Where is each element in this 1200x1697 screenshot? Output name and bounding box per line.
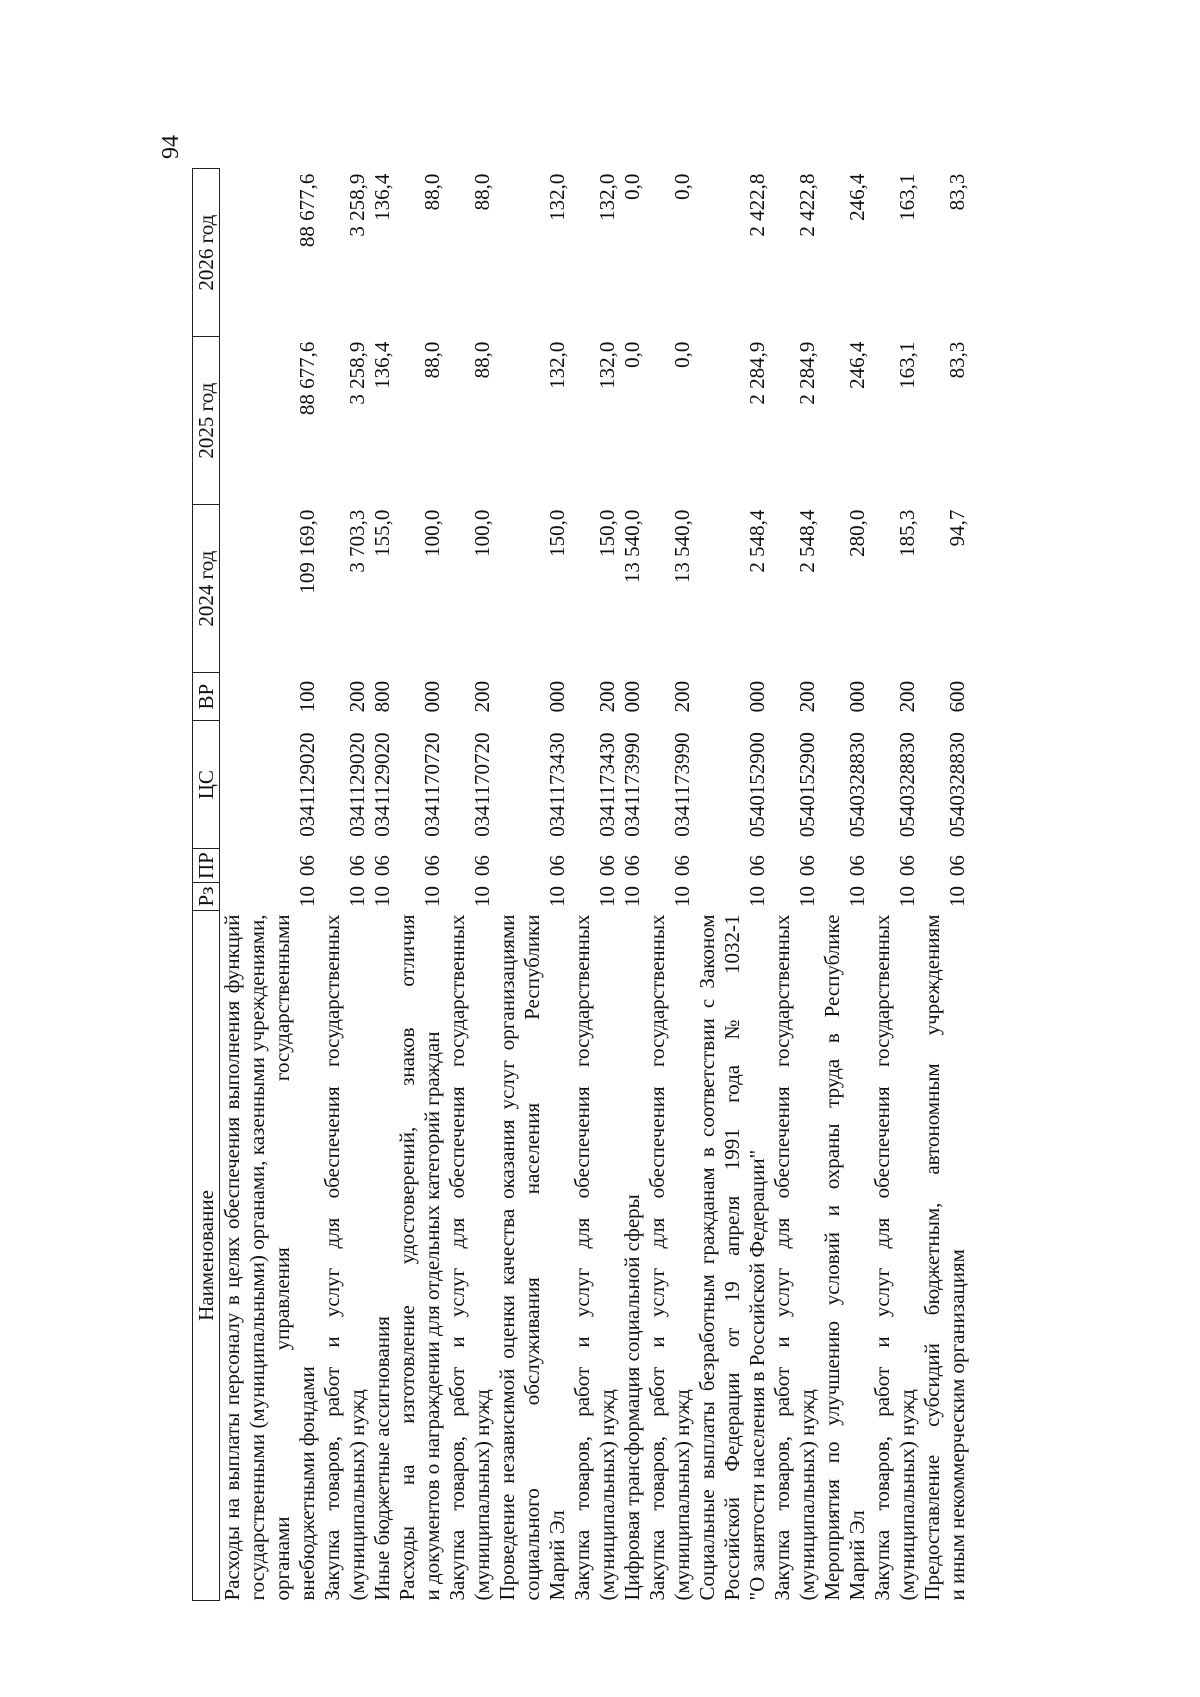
row-name	[445, 911, 495, 1601]
row-cs: 0341170720	[470, 732, 494, 837]
row-2025: 132,0	[595, 341, 619, 389]
row-rz: 10	[545, 886, 569, 907]
row-vr: 000	[420, 680, 444, 713]
row-vr: 200	[795, 680, 819, 713]
row-2024: 100,0	[420, 509, 444, 557]
row-2026: 136,4	[370, 173, 394, 221]
row-2026: 246,4	[845, 173, 869, 221]
row-rz: 10	[345, 886, 369, 907]
row-2026: 0,0	[670, 173, 694, 200]
row-cs: 0341173430	[545, 732, 569, 837]
row-name-text: Закупка товаров, работ и услуг для обеспечения государственных	[445, 914, 469, 1601]
row-name-text: Марий Эл	[545, 1510, 569, 1601]
row-vr: 200	[670, 680, 694, 713]
row-rz: 10	[470, 886, 494, 907]
row-rz: 10	[595, 886, 619, 907]
row-name	[220, 911, 321, 1601]
row-2026: 132,0	[545, 173, 569, 221]
page-number: 94	[158, 135, 184, 159]
row-rz: 10	[745, 886, 769, 907]
row-vr: 000	[620, 680, 644, 713]
row-name	[645, 911, 695, 1601]
row-vr: 200	[345, 680, 369, 713]
row-name	[920, 911, 970, 1601]
row-name-text: (муниципальных) нужд	[795, 1389, 819, 1601]
header-2024: 2024 год	[193, 505, 220, 673]
row-cs: 0540328830	[945, 732, 969, 838]
row-name-text: Марий Эл	[845, 1510, 869, 1601]
row-2024: 3 703,3	[345, 509, 369, 573]
row-vr: 000	[545, 680, 569, 713]
row-cs: 0341129020	[370, 732, 394, 837]
table-row	[870, 169, 920, 1601]
row-2024: 280,0	[845, 509, 869, 557]
row-2025: 0,0	[620, 341, 644, 368]
row-vr: 200	[470, 680, 494, 713]
row-2025: 2 284,9	[795, 341, 819, 405]
row-rz: 10	[370, 886, 394, 907]
table-row	[570, 169, 620, 1601]
row-2026: 88 677,6	[295, 173, 319, 248]
row-2025: 88,0	[420, 341, 444, 379]
row-rz: 10	[620, 886, 644, 907]
row-2025: 88,0	[470, 341, 494, 379]
row-name-text: и документов о награждении для отдельных категорий граждан	[420, 1031, 444, 1601]
row-pr: 06	[295, 855, 319, 877]
row-rz: 10	[670, 886, 694, 907]
row-name-text: Расходы на выплаты персоналу в целях обеспечения выполнения функций государственными (муниципальными) органами, казенными учреждениями, органами управления государственными	[220, 914, 294, 1601]
row-vr: 800	[370, 680, 394, 713]
header-cs: ЦС	[193, 721, 220, 849]
row-2025: 132,0	[545, 341, 569, 389]
row-rz: 10	[945, 886, 969, 907]
table-row	[445, 169, 495, 1601]
row-vr: 600	[945, 680, 969, 713]
row-2024: 150,0	[545, 509, 569, 557]
row-vr: 200	[895, 680, 919, 713]
header-2025: 2025 год	[193, 337, 220, 505]
row-2024: 2 548,4	[795, 509, 819, 573]
row-2024: 2 548,4	[745, 509, 769, 573]
row-rz: 10	[895, 886, 919, 907]
row-pr: 06	[620, 855, 644, 877]
row-name-text: "О занятости населения в Российской Федерации"	[745, 1149, 769, 1601]
header-name: Наименование	[193, 911, 220, 1601]
row-name-text: внебюджетными фондами	[295, 1366, 319, 1601]
row-pr: 06	[745, 855, 769, 877]
row-cs: 0341129020	[345, 732, 369, 837]
row-pr: 06	[470, 855, 494, 877]
row-name-text: Проведение независимой оценки качества оказания услуг организациями социального обслуживания населения Республики	[495, 914, 544, 1601]
row-pr: 06	[420, 855, 444, 877]
row-name	[820, 911, 870, 1601]
row-pr: 06	[945, 855, 969, 877]
row-2025: 88 677,6	[295, 341, 319, 416]
table-row	[370, 169, 395, 1601]
row-name-text: Расходы на изготовление удостоверений, знаков отличия	[395, 914, 419, 1601]
row-cs: 0341170720	[420, 732, 444, 837]
row-name-text: (муниципальных) нужд	[595, 1389, 619, 1601]
row-cs: 0341173990	[670, 732, 694, 837]
row-pr: 06	[345, 855, 369, 877]
row-2025: 136,4	[370, 341, 394, 389]
row-2026: 3 258,9	[345, 173, 369, 237]
table-row	[820, 169, 870, 1601]
row-name-text: Закупка товаров, работ и услуг для обеспечения государственных	[570, 914, 594, 1601]
row-name	[320, 911, 370, 1601]
row-pr: 06	[845, 855, 869, 877]
row-2025: 163,1	[895, 341, 919, 389]
row-pr: 06	[545, 855, 569, 877]
row-cs: 0540328830	[895, 732, 919, 838]
row-2026: 2 422,8	[795, 173, 819, 237]
header-2026: 2026 год	[193, 169, 220, 337]
row-2025: 3 258,9	[345, 341, 369, 405]
row-rz: 10	[295, 886, 319, 907]
row-name-text: Мероприятия по улучшению условий и охраны труда в Республике	[820, 914, 844, 1601]
table-row	[395, 169, 445, 1601]
row-cs: 0341173430	[595, 732, 619, 837]
row-vr: 000	[745, 680, 769, 713]
row-vr: 000	[845, 680, 869, 713]
row-name	[695, 911, 770, 1601]
document-page	[160, 95, 1180, 1625]
row-name-text: и иным некоммерческим организациям	[945, 1249, 969, 1601]
row-2026: 0,0	[620, 173, 644, 200]
row-name-text: Социальные выплаты безработным гражданам в соответствии с Законом Российской Федерации от 19 апреля 1991 года № 1032-1	[695, 914, 744, 1601]
budget-table	[192, 168, 970, 1601]
row-name	[370, 911, 395, 1601]
table-row	[320, 169, 370, 1601]
row-cs: 0341173990	[620, 732, 644, 837]
row-2025: 0,0	[670, 341, 694, 368]
row-pr: 06	[595, 855, 619, 877]
row-vr: 100	[295, 680, 319, 713]
row-2026: 132,0	[595, 173, 619, 221]
row-name-text: Закупка товаров, работ и услуг для обеспечения государственных	[645, 914, 669, 1601]
row-name-text: (муниципальных) нужд	[345, 1389, 369, 1601]
row-name-text: Закупка товаров, работ и услуг для обеспечения государственных	[320, 914, 344, 1601]
row-cs: 0540152900	[795, 732, 819, 838]
table-row	[620, 169, 645, 1601]
row-2026: 88,0	[420, 173, 444, 211]
table-header-row	[193, 169, 220, 1601]
row-2025: 83,3	[945, 341, 969, 379]
row-pr: 06	[895, 855, 919, 877]
row-name-text: Цифровая трансформация социальной сферы	[620, 1194, 644, 1601]
table-row	[645, 169, 695, 1601]
row-rz: 10	[845, 886, 869, 907]
row-cs: 0540328830	[845, 732, 869, 838]
row-rz: 10	[420, 886, 444, 907]
row-2024: 13 540,0	[670, 509, 694, 584]
row-name-text: (муниципальных) нужд	[670, 1389, 694, 1601]
row-2025: 2 284,9	[745, 341, 769, 405]
row-name-text: Закупка товаров, работ и услуг для обеспечения государственных	[870, 914, 894, 1601]
header-rz: Рз	[193, 883, 220, 911]
row-pr: 06	[795, 855, 819, 877]
row-2026: 83,3	[945, 173, 969, 211]
row-2026: 163,1	[895, 173, 919, 221]
row-name	[620, 911, 645, 1601]
row-name-text: Закупка товаров, работ и услуг для обеспечения государственных	[770, 914, 794, 1601]
row-name	[870, 911, 920, 1601]
table-row	[220, 169, 321, 1601]
table-row	[920, 169, 970, 1601]
row-2024: 94,7	[945, 509, 969, 547]
row-2024: 13 540,0	[620, 509, 644, 584]
row-name-text: Иные бюджетные ассигнования	[370, 1316, 394, 1601]
header-pr: ПР	[193, 849, 220, 883]
row-cs: 0341129020	[295, 732, 319, 837]
row-2024: 150,0	[595, 509, 619, 557]
row-name-text: Предоставление субсидий бюджетным, автономным учреждениям	[920, 914, 944, 1601]
row-pr: 06	[370, 855, 394, 877]
row-2024: 100,0	[470, 509, 494, 557]
table-body	[220, 169, 971, 1601]
row-2026: 2 422,8	[745, 173, 769, 237]
row-2026: 88,0	[470, 173, 494, 211]
row-name	[570, 911, 620, 1601]
row-name-text: (муниципальных) нужд	[895, 1389, 919, 1601]
row-2024: 109 169,0	[295, 509, 319, 594]
row-pr: 06	[670, 855, 694, 877]
row-name	[495, 911, 570, 1601]
table-row	[770, 169, 820, 1601]
table-row	[495, 169, 570, 1601]
table-row	[695, 169, 770, 1601]
row-2025: 246,4	[845, 341, 869, 389]
row-2024: 185,3	[895, 509, 919, 557]
header-vr: ВР	[193, 673, 220, 721]
row-vr: 200	[595, 680, 619, 713]
row-name	[770, 911, 820, 1601]
row-2024: 155,0	[370, 509, 394, 557]
row-cs: 0540152900	[745, 732, 769, 838]
row-rz: 10	[795, 886, 819, 907]
row-name	[395, 911, 445, 1601]
row-name-text: (муниципальных) нужд	[470, 1389, 494, 1601]
